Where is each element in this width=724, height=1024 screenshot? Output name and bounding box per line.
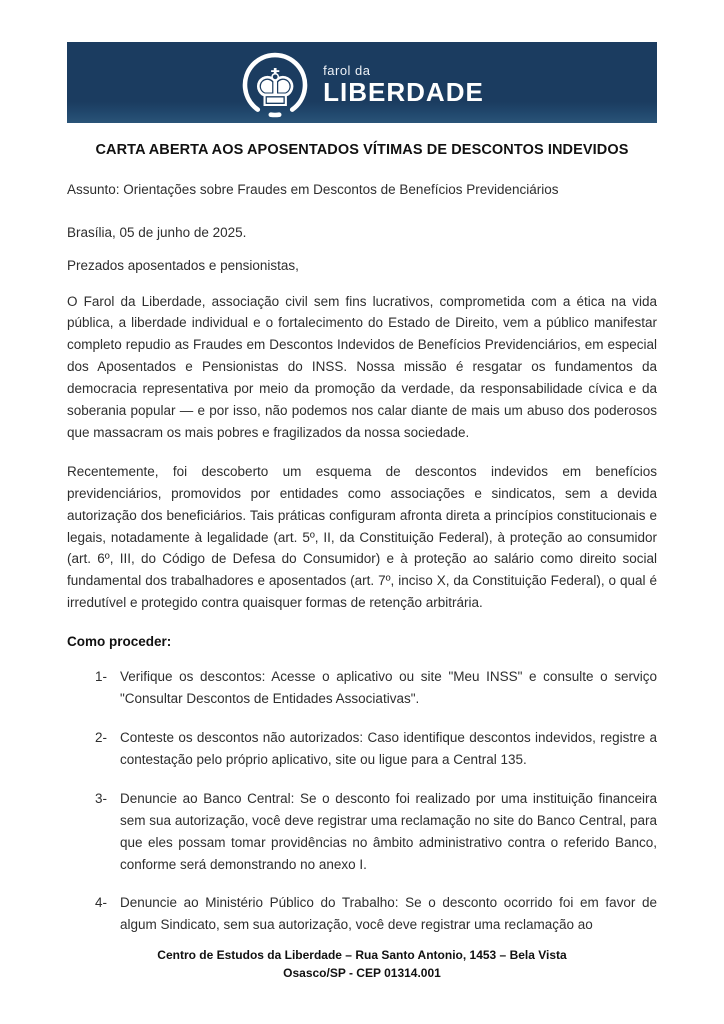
logo-text-small: farol da <box>323 63 371 78</box>
list-item-number: 1- <box>95 669 108 685</box>
logo-wordmark <box>323 64 484 105</box>
list-item-text: Denuncie ao Ministério Público do Trabalho: Se o desconto ocorrido foi em favor de algum Sindicato, sem sua autorização, você deve registrar uma reclamação ao <box>120 895 657 933</box>
farol-da-liberdade-logo <box>240 50 484 120</box>
dateline: Brasília, 05 de junho de 2025. <box>67 224 247 240</box>
list-item <box>67 892 657 936</box>
paragraph-mission: O Farol da Liberdade, associação civil sem fins lucrativos, comprometida com a ética na vida pública, a liberdade individual e o fortalecimento do Estado de Direito, vem a público manifestar completo repudio as Fraudes em Descontos Indevidos de Benefícios Previdenciários, em especial dos Aposentados e Pensionistas do INSS. Nossa missão é resgatar os fundamentos da democracia representativa por meio da promoção da verdade, da responsabilidade cívica e da soberania popular — e por isso, não podemos nos calar diante de mais um abuso dos poderosos que massacram os mais pobres e fragilizados da nossa sociedade. <box>67 293 657 440</box>
list-item-text: Conteste os descontos não autorizados: Caso identifique descontos indevidos, registre a contestação pelo próprio aplicativo, site ou ligue para a Central 135. <box>120 730 657 767</box>
list-item-text: Verifique os descontos: Acesse o aplicativo ou site "Meu INSS" e consulte o serviço "Consultar Descontos de Entidades Associativas". <box>120 669 657 707</box>
letter-footer <box>0 946 724 982</box>
paragraph-scheme: Recentemente, foi descoberto um esquema de descontos indevidos em benefícios previdenciários, promovidos por entidades como associações e sindicatos, sem a devida autorização dos beneficiários. Tais práticas configuram afronta direta a princípios constitucionais e legais, notadamente à legalidade (art. 5º, II, da Constituição Federal), à proteção ao consumidor (art. 6º, III, do Código de Defesa do Consumidor) e à proteção ao salário como direito social fundamental dos trabalhadores e aposentados (art. 7º, inciso X, da Constituição Federal), o qual é irredutível e protegido contra quaisquer formas de retenção arbitrária. <box>67 463 657 611</box>
list-item-number: 3- <box>95 790 108 806</box>
footer-city-cep-line: Osasco/SP - CEP 01314.001 <box>283 966 441 980</box>
chess-king-icon: ♚ <box>251 58 299 119</box>
numbered-list <box>67 666 657 936</box>
chess-king-circle-icon <box>240 50 310 120</box>
letter-title: CARTA ABERTA AOS APOSENTADOS VÍTIMAS DE DESCONTOS INDEVIDOS <box>95 142 629 158</box>
subject-line: Assunto: Orientações sobre Fraudes em Descontos de Benefícios Previdenciários <box>67 182 559 197</box>
list-item-number: 4- <box>95 895 108 911</box>
list-item <box>67 788 657 876</box>
salutation: Prezados aposentados e pensionistas, <box>67 258 299 273</box>
list-item <box>67 727 657 771</box>
letterhead-banner <box>67 42 657 123</box>
list-item-text: Denuncie ao Banco Central: Se o desconto foi realizado por uma instituição financeira sem sua autorização, você deve registrar uma reclamação no site do Banco Central, para que eles possam tomar providências no âmbito administrativo contra o referido Banco, conforme será demonstrando no anexo I. <box>120 790 657 872</box>
logo-text-large: LIBERDADE <box>323 77 484 107</box>
footer-address-line: Centro de Estudos da Liberdade – Rua Santo Antonio, 1453 – Bela Vista <box>157 948 567 962</box>
section-heading-como-proceder: Como proceder: <box>67 634 172 650</box>
list-item-number: 2- <box>95 730 108 745</box>
list-item <box>67 666 657 710</box>
